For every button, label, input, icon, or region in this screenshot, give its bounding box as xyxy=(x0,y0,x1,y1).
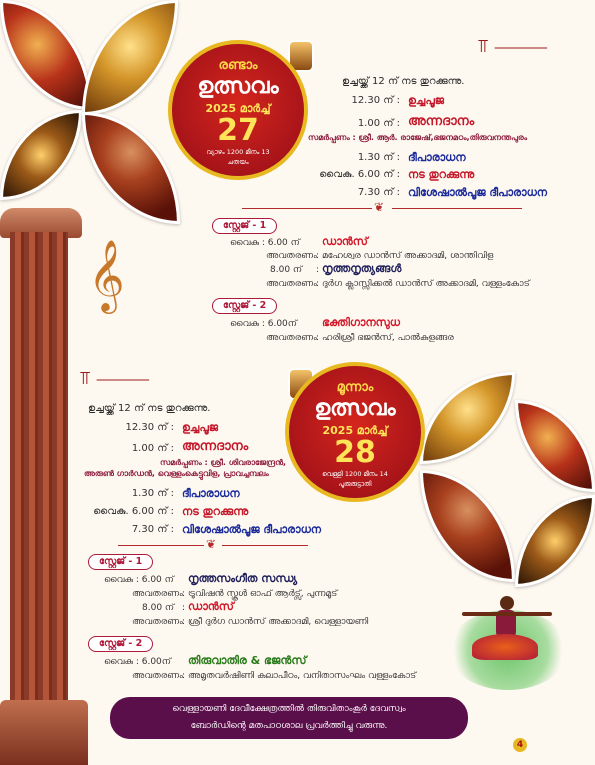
colon: : xyxy=(316,251,320,261)
day3-event-4: നട തുറക്കുന്നു xyxy=(182,505,249,518)
footer-note xyxy=(110,697,468,739)
day2-s2-label-2: അവതരണം xyxy=(266,333,317,343)
day3-s1-label-4: അവതരണം xyxy=(132,617,183,627)
colon: : xyxy=(316,265,320,275)
day3-stage1-label: സ്റ്റേജ് - 1 xyxy=(88,554,153,570)
photo-gold-crown-right xyxy=(515,495,595,587)
day2-s1-label-2: അവതരണം xyxy=(266,251,317,261)
day2-intro: ഉച്ചയ്ക്ക് 12 ന് നട തുറക്കുന്നു. xyxy=(342,76,465,87)
day2-time-4: വൈകു. 6.00 ന് : xyxy=(319,169,400,180)
day2-s1-value-3: നൃത്തനൃത്യങ്ങൾ xyxy=(322,262,402,275)
photo-lamp-left xyxy=(0,110,82,200)
day3-stage2-label: സ്റ്റേജ് - 2 xyxy=(88,636,153,652)
day3-time-5: 7.30 ന് : xyxy=(131,524,174,535)
divider-ornament-icon: ❦ xyxy=(374,200,385,214)
day3-event-2: അന്നദാനം xyxy=(182,439,249,454)
day3-event-1: ഉച്ചപൂജ xyxy=(182,421,218,434)
day2-s1-value-4: ദുർഗ ക്ലാസ്സിക്കൽ ഡാൻസ് അക്കാദമി, വള്ളംകോട് xyxy=(322,279,530,289)
day2-stage2-label: സ്റ്റേജ് - 2 xyxy=(212,298,277,314)
day2-time-1: 12.30 ന് : xyxy=(351,95,400,106)
day3-time-2: 1.00 ന് : xyxy=(131,443,174,454)
day2-s2-label-1: വൈകു : 6.00ന് xyxy=(230,319,297,329)
day2-s2-value-1: ഭക്തിഗാനസുധ xyxy=(322,316,400,329)
day2-s1-label-4: അവതരണം xyxy=(266,279,317,289)
badge-date: 2025 മാർച്ച് xyxy=(205,102,271,115)
photo-gold-ornament-right xyxy=(420,372,515,464)
photo-theyyam-top xyxy=(82,0,178,115)
photo-ritual-right xyxy=(515,400,595,492)
colon: : xyxy=(182,671,186,681)
section-divider xyxy=(242,208,372,209)
day2-sponsor: സമർപ്പണം : ശ്രീ. ആർ. രാജേഷ്,ഭജനമഠം,തിരുവനന്തപുരം xyxy=(308,133,528,142)
day2-time-2: 1.00 ന് : xyxy=(357,118,400,129)
colon: : xyxy=(182,589,186,599)
badge-day-ordinal: മൂന്നാം xyxy=(336,380,374,395)
colon: : xyxy=(182,603,186,613)
column-shaft xyxy=(10,232,68,712)
day3-time-4: വൈകു. 6.00 ന് : xyxy=(93,506,174,517)
badge-date: 2025 മാർച്ച് xyxy=(322,424,388,437)
day2-event-4: നട തുറക്കുന്നു xyxy=(408,168,475,181)
photo-theyyam-face xyxy=(82,112,180,224)
trident-icon: ⫪ ⸻ xyxy=(478,36,548,57)
badge-day-ordinal: രണ്ടാം xyxy=(218,58,258,73)
day3-s2-label-1: വൈകു : 6.00ന് xyxy=(104,657,171,667)
section-divider xyxy=(392,208,522,209)
day2-event-5: വിശേഷാൽപൂജ ദീപാരാധന xyxy=(408,186,547,199)
day3-s1-label-3: 8.00 ന് xyxy=(142,603,175,613)
badge-detail-star: പൂരുരുട്ടാതി xyxy=(338,480,372,488)
day2-time-5: 7.30 ന് : xyxy=(357,187,400,198)
colon: : xyxy=(316,333,320,343)
day3-s1-value-4: ശ്രീ ദുർഗ ഡാൻസ് അക്കാദമി, വെള്ളായണി xyxy=(188,617,369,627)
section-divider xyxy=(222,545,308,546)
footer-line-1: വെള്ളായണി ദേവീക്ഷേത്രത്തിൽ തിരുവിതാംകൂർ ദേവസ്വം xyxy=(172,704,406,714)
trident-icon: ⫪ ⸻ xyxy=(80,368,150,389)
colon: : xyxy=(316,279,320,289)
day3-s1-value-2: ട്രൂവിഷൻ സ്കൂൾ ഓഫ് ആർട്സ്, പുന്നമൂട് xyxy=(188,589,338,599)
page-number: 4 xyxy=(513,738,527,752)
day3-s1-label-2: അവതരണം xyxy=(132,589,183,599)
day3-s2-value-1: തിരുവാതിര & ഭജൻസ് xyxy=(188,654,307,667)
badge-detail-weekday: വ്യാഴം 1200 മീനം 13 xyxy=(206,148,270,156)
day3-event-3: ദീപാരാധന xyxy=(182,487,240,500)
day3-s1-value-3: ഡാൻസ് xyxy=(188,600,234,613)
day2-badge xyxy=(168,40,308,180)
badge-festival-word: ഉത്സവം xyxy=(314,396,396,421)
day2-event-2: അന്നദാനം xyxy=(408,114,475,129)
music-note-icon: 𝄞 xyxy=(88,238,125,311)
day2-time-3: 1.30 ന് : xyxy=(357,152,400,163)
badge-day-number: 28 xyxy=(334,435,376,470)
day3-event-5: വിശേഷാൽപൂജ ദീപാരാധന xyxy=(182,523,321,536)
day3-sponsor-line2: അരുൺ ഗാർഡൻ, വെള്ളംകെട്ടുവിള, പ്രാവച്ചമ്പലം xyxy=(84,469,269,478)
day2-s1-value-1: ഡാൻസ് xyxy=(322,235,368,248)
day2-s1-value-2: മഹേശ്വര ഡാൻസ് അക്കാദമി, ശാന്തിവിള xyxy=(322,251,494,261)
day3-sponsor-line1: സമർപ്പണം : ശ്രീ. ശിവരാജേന്ദ്രൻ, xyxy=(160,458,287,467)
footer-line-2: ബോർഡിന്റെ മതപാഠശാല പ്രവർത്തിച്ചു വരുന്നു. xyxy=(190,721,388,731)
day3-s1-value-1: നൃത്തസംഗീത സന്ധ്യ xyxy=(188,572,298,585)
day2-s1-label-1: വൈകു : 6.00 ന് xyxy=(230,238,300,248)
day2-s2-value-2: ഹരിശ്രീ ഭജൻസ്, പാൽകുളങ്ങര xyxy=(322,333,454,343)
day3-s1-label-1: വൈകു : 6.00 ന് xyxy=(104,575,174,585)
photo-kathakali-right xyxy=(420,470,515,582)
day2-event-3: ദീപാരാധന xyxy=(408,151,466,164)
photo-ritual-top-left xyxy=(0,0,92,110)
day3-intro: ഉച്ചയ്ക്ക് 12 ന് നട തുറക്കുന്നു. xyxy=(88,403,211,414)
day3-time-3: 1.30 ന് : xyxy=(131,488,174,499)
day2-s1-label-3: 8.00 ന് xyxy=(270,265,303,275)
colon: : xyxy=(182,617,186,627)
column-base xyxy=(0,700,88,765)
day3-badge xyxy=(285,362,425,502)
badge-detail-star: ചതയം xyxy=(227,158,249,166)
day3-time-1: 12.30 ന് : xyxy=(125,422,174,433)
day2-event-1: ഉച്ചപൂജ xyxy=(408,94,444,107)
day3-s2-value-2: അമൃതവർഷിണി കലാപീഠം, വനിതാസംഘം വള്ളംകോട് xyxy=(188,671,417,681)
dancer-figure xyxy=(462,596,552,706)
divider-ornament-icon: ❦ xyxy=(206,537,217,551)
badge-festival-word: ഉത്സവം xyxy=(197,74,279,99)
section-divider xyxy=(118,545,204,546)
badge-day-number: 27 xyxy=(217,113,259,148)
badge-detail-weekday: വെള്ളി 1200 മീനം 14 xyxy=(322,470,388,478)
day3-s2-label-2: അവതരണം xyxy=(132,671,183,681)
day2-stage1-label: സ്റ്റേജ് - 1 xyxy=(212,218,277,234)
